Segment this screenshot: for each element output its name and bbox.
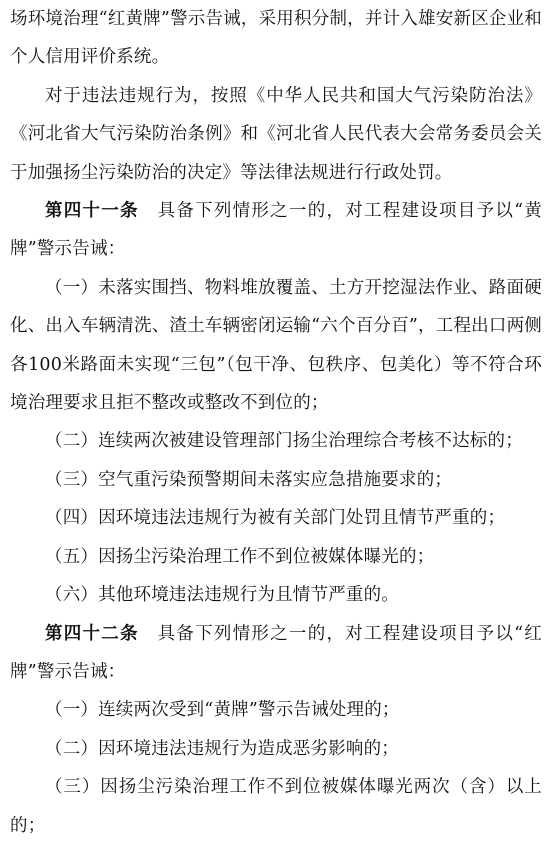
article-41-item: （五）因扬尘污染治理工作不到位被媒体曝光的； <box>45 546 435 567</box>
continuation-paragraph: 场环境治理“红黄牌”警示告诫，采用积分制，并计入雄安新区企业和个人信用评价系统。 <box>10 9 542 68</box>
article-41-item: （三）空气重污染预警期间未落实应急措施要求的； <box>45 469 453 490</box>
article-42-item: （二）因环境违法违规行为造成恶劣影响的； <box>45 738 399 759</box>
article-42-label: 第四十二条 <box>45 623 139 644</box>
article-42-item: （一）连续两次受到“黄牌”警示告诫处理的； <box>45 700 400 721</box>
article-41-heading <box>10 192 542 269</box>
article-41-intro: 具备下列情形之一的，对工程建设项目予以“黄牌”警示告诫： <box>10 201 542 260</box>
article-42-intro: 具备下列情形之一的，对工程建设项目予以“红牌”警示告诫： <box>10 623 542 682</box>
document-body <box>10 0 542 845</box>
law-basis-paragraph: 对于违法违规行为，按照《中华人民共和国大气污染防治法》《河北省大气污染防治条例》和《河北省人民代表大会常务委员会关于加强扬尘污染防治的决定》等法律法规进行行政处罚。 <box>10 85 542 183</box>
article-41-item: （六）其他环境违法违规行为且情节严重的。 <box>45 585 399 606</box>
article-41-label: 第四十一条 <box>45 201 139 222</box>
article-42-heading <box>10 615 542 692</box>
article-42-item: （三）因扬尘污染治理工作不到位被媒体曝光两次（含）以上的； <box>10 777 542 836</box>
article-41-item: （四）因环境违法违规行为被有关部门处罚且情节严重的； <box>45 508 506 529</box>
article-41-item: （二）连续两次被建设管理部门扬尘治理综合考核不达标的； <box>45 431 523 452</box>
article-41-item: （一）未落实围挡、物料堆放覆盖、土方开挖湿法作业、路面硬化、出入车辆清洗、渣土车辆密闭运输“六个百分百”，工程出口两侧各100米路面未实现“三包”（包干净、包秩序、包美化）等不符合环境治理要求且拒不整改或整改不到位的； <box>10 277 542 414</box>
